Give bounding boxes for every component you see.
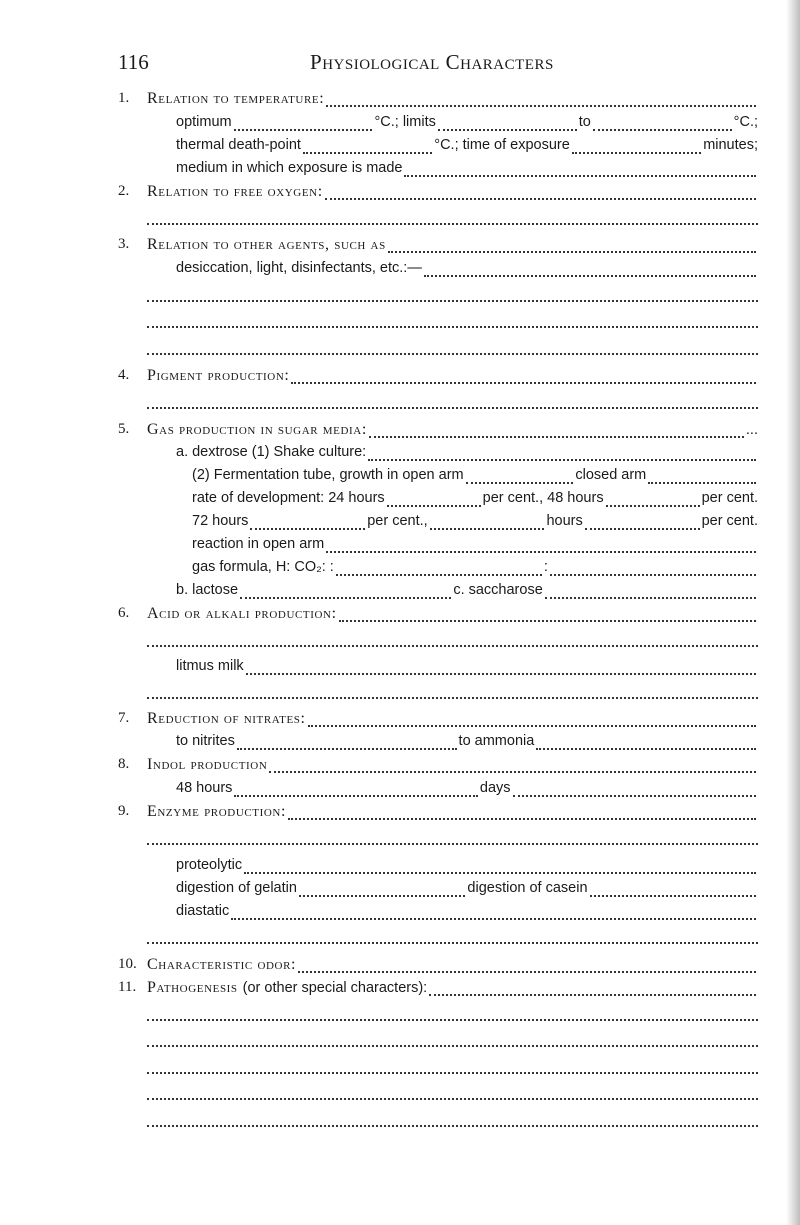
page-number: 116 [118,50,149,74]
section-1-heading: 1. Relation to temperature: [147,90,758,112]
diastatic-line: diastatic [176,903,758,925]
thermal-death-point-line: thermal death-point °C.; time of exposure minutes; [176,137,758,153]
blank-line [147,940,758,944]
section-4-heading: 4. Pigment production: [147,367,758,389]
section-3-heading: 3. Relation to other agents, such as [147,236,758,258]
blank-line [147,324,758,328]
section-6-heading: 6. Acid or alkali production: [147,605,758,627]
blank-line [147,1096,758,1100]
reaction-line: reaction in open arm [192,536,758,558]
72-hours-line: 72 hours per cent., hours per cent. [192,513,758,529]
proteolytic-line: proteolytic [176,857,758,879]
rate-of-development-line: rate of development: 24 hours per cent., 48 hours per cent. [192,490,758,506]
blank-line [147,1123,758,1127]
running-head: Physiological Characters [310,50,554,74]
blank-line [147,643,758,647]
litmus-milk-line: litmus milk [176,658,758,680]
section-10-heading: 10. Characteristic odor: [147,956,758,978]
indol-48-hours-line: 48 hours days [176,780,758,802]
desiccation-line: desiccation, light, disinfectants, etc.:— [176,260,758,282]
blank-line [147,405,758,409]
blank-line [147,841,758,845]
page-header [118,50,758,80]
section-5-heading: 5. Gas production in sugar media: ... [118,421,758,438]
blank-line [147,298,758,302]
blank-line [147,351,758,355]
gelatin-casein-line: digestion of gelatin digestion of casein [176,880,758,902]
section-9-heading: 9. Enzyme production: [147,803,758,825]
blank-line [147,221,758,225]
lactose-saccharose-line: b. lactose c. saccharose [176,582,758,604]
section-7-heading: 7. Reduction of nitrates: [147,710,758,732]
blank-line [147,695,758,699]
optimum-line: optimum °C.; limits to °C.; [176,114,758,130]
section-11-heading: 11. Pathogenesis (or other special characters): [147,979,758,1001]
gas-formula-line: gas formula, H: CO₂: : : [192,559,758,581]
blank-line [147,1017,758,1021]
section-2-heading: 2. Relation to free oxygen: [147,183,758,205]
medium-line: medium in which exposure is made [176,160,758,182]
dextrose-line: a. dextrose (1) Shake culture: [176,444,758,466]
nitrites-line: to nitrites to ammonia [176,733,758,755]
fermentation-tube-line: (2) Fermentation tube, growth in open arm closed arm [192,467,758,489]
page-edge-shadow [786,0,800,1225]
blank-line [147,1070,758,1074]
blank-line [147,1043,758,1047]
section-8-heading: 8. Indol production [147,756,758,778]
